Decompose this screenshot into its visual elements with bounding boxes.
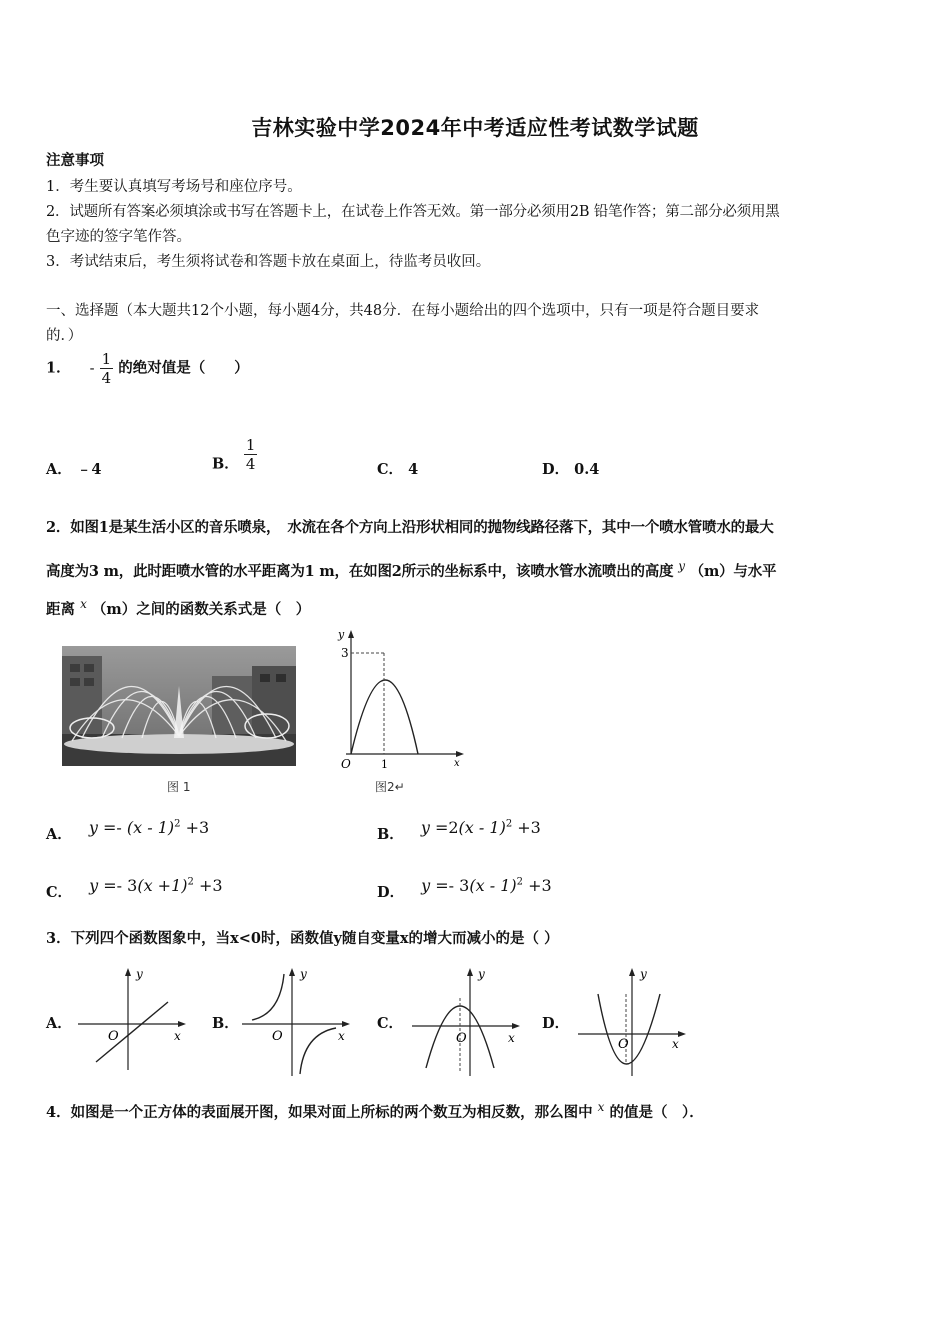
q2-option-c-label: C． xyxy=(46,884,73,901)
q1-option-d xyxy=(542,458,599,479)
q2-option-c-formula: $y =- 3(x +1)^2 +3$ xyxy=(89,876,223,895)
q1-option-d-label: D． xyxy=(542,461,570,478)
svg-text:x: x xyxy=(174,1029,181,1043)
q3-graph-d xyxy=(576,964,688,1080)
q1-option-b-den: 4 xyxy=(245,455,256,473)
svg-text:O: O xyxy=(108,1029,119,1044)
q1-frac-num: 1 xyxy=(101,350,112,368)
graph-x-label: x xyxy=(454,758,460,769)
q1-option-a-value: ﹣4 xyxy=(76,461,102,478)
graph-origin: O xyxy=(341,757,351,771)
q3d-curve xyxy=(598,994,660,1064)
q2-option-d-formula: y =- 3(x - 1)$^2$ +3 xyxy=(421,876,552,895)
q1-option-b-label: B． xyxy=(212,455,239,473)
graph-x-tick: 1 xyxy=(381,758,388,771)
fig2-caption: 图2↵ xyxy=(375,780,405,794)
svg-text:x: x xyxy=(338,1029,345,1043)
q2-line-2b: （m）与水平 xyxy=(689,563,777,580)
q1-option-c-value: 4 xyxy=(408,461,419,478)
q1-fraction xyxy=(100,350,114,387)
q2-option-a-label: A． xyxy=(46,826,72,843)
question-1 xyxy=(46,350,906,387)
q2-option-b-formula: y =2(x - 1)$^2$ +3 xyxy=(420,818,541,837)
q4-var-x: x xyxy=(597,1100,605,1114)
page-title: 吉林实验中学2024年中考适应性考试数学试题 xyxy=(251,116,699,140)
svg-text:O: O xyxy=(456,1031,467,1046)
svg-text:O: O xyxy=(272,1029,283,1044)
svg-text:y: y xyxy=(478,967,485,981)
q1-option-b-fraction xyxy=(244,436,258,473)
q3-option-a-label: A． xyxy=(46,1015,72,1032)
q2-option-a xyxy=(46,818,209,844)
q4-text-b: 的值是（ ）． xyxy=(609,1104,704,1121)
q1-number: 1． xyxy=(46,359,71,377)
q3-option-b-label: B． xyxy=(212,1015,239,1032)
notice-item-1: 1．考生要认真填写考场号和座位序号。 xyxy=(46,179,302,195)
q2-line-3a: 距离 xyxy=(46,601,75,618)
svg-text:y: y xyxy=(136,967,143,981)
fountain-photo xyxy=(62,646,296,766)
q1-option-b-num: 1 xyxy=(245,436,256,454)
parabola-curve xyxy=(351,680,418,754)
parabola-graph xyxy=(326,626,466,774)
question-3: 3．下列四个函数图象中，当x<0时，函数值y随自变量x的增大而减小的是（ ） xyxy=(46,930,559,947)
q3-graph-c xyxy=(410,964,522,1080)
q1-option-a-label: A． xyxy=(46,461,72,478)
q1-option-c-label: C． xyxy=(377,461,404,478)
q3-graph-a xyxy=(76,964,188,1076)
q2-option-a-formula: y =- (x - 1)$^2$ +3 xyxy=(88,818,210,837)
q3-graph-b xyxy=(240,964,352,1080)
section-heading-cont: 的．） xyxy=(46,328,83,344)
svg-text:x: x xyxy=(508,1031,515,1045)
notice-item-3: 3．考试结束后，考生须将试卷和答题卡放在桌面上，待监考员收回。 xyxy=(46,254,491,270)
q2-option-b-label: B． xyxy=(377,826,404,843)
q3-option-c-label: C． xyxy=(377,1015,404,1032)
q2-option-c xyxy=(46,876,223,902)
svg-text:x: x xyxy=(672,1037,679,1051)
q2-line-3b: （m）之间的函数关系式是（ ） xyxy=(91,601,311,618)
q2-var-x: x xyxy=(80,597,87,611)
q2-option-b xyxy=(377,818,541,844)
q2-option-d xyxy=(377,876,552,902)
question-4 xyxy=(46,1094,906,1126)
q3b-curve-right xyxy=(300,1028,336,1074)
q4-text-a: 4．如图是一个正方体的表面展开图，如果对面上所标的两个数互为相反数，那么图中 xyxy=(46,1104,593,1121)
graph-y-label: y xyxy=(338,628,345,641)
q1-option-a xyxy=(46,458,101,479)
notice-heading: 注意事项 xyxy=(46,152,104,169)
q2-option-d-label: D． xyxy=(377,884,405,901)
q2-var-y: y xyxy=(678,559,685,573)
q1-frac-den: 4 xyxy=(101,369,112,387)
notice-item-2: 2．试题所有答案必须填涂或书写在答题卡上，在试卷上作答无效。第一部分必须用2B 铅笔作答；第二部分必须用黑 xyxy=(46,204,780,220)
svg-text:O: O xyxy=(618,1037,629,1052)
svg-text:y: y xyxy=(640,967,647,981)
q2-line-2a: 高度为3 m，此时距喷水管的水平距离为1 m，在如图2所示的坐标系中，该喷水管水流喷出的高度 xyxy=(46,563,674,580)
section-heading: 一、选择题（本大题共12个小题，每小题4分，共48分．在每小题给出的四个选项中，只有一项是符合题目要求 xyxy=(46,303,760,319)
svg-text:y: y xyxy=(300,967,307,981)
q2-line-1: 2．如图1是某生活小区的音乐喷泉， 水流在各个方向上沿形状相同的抛物线路径落下，其中一个喷水管喷水的最大 xyxy=(46,519,774,536)
q1-option-d-value: 0.4 xyxy=(574,461,600,478)
q1-option-c xyxy=(377,458,418,479)
q3b-curve-left xyxy=(252,974,284,1020)
q3a-line xyxy=(96,1002,168,1062)
q1-text: 的绝对值是（ ） xyxy=(118,359,249,377)
q1-neg-sign: - xyxy=(89,360,95,377)
q3-option-d-label: D． xyxy=(542,1015,570,1032)
graph-max-label: 3 xyxy=(341,646,349,660)
fig1-caption: 图 1 xyxy=(167,780,191,794)
notice-item-2-cont: 色字迹的签字笔作答。 xyxy=(46,229,191,245)
q1-option-b xyxy=(212,436,257,474)
q2-line-3 xyxy=(46,591,906,623)
q2-line-2 xyxy=(46,553,906,585)
